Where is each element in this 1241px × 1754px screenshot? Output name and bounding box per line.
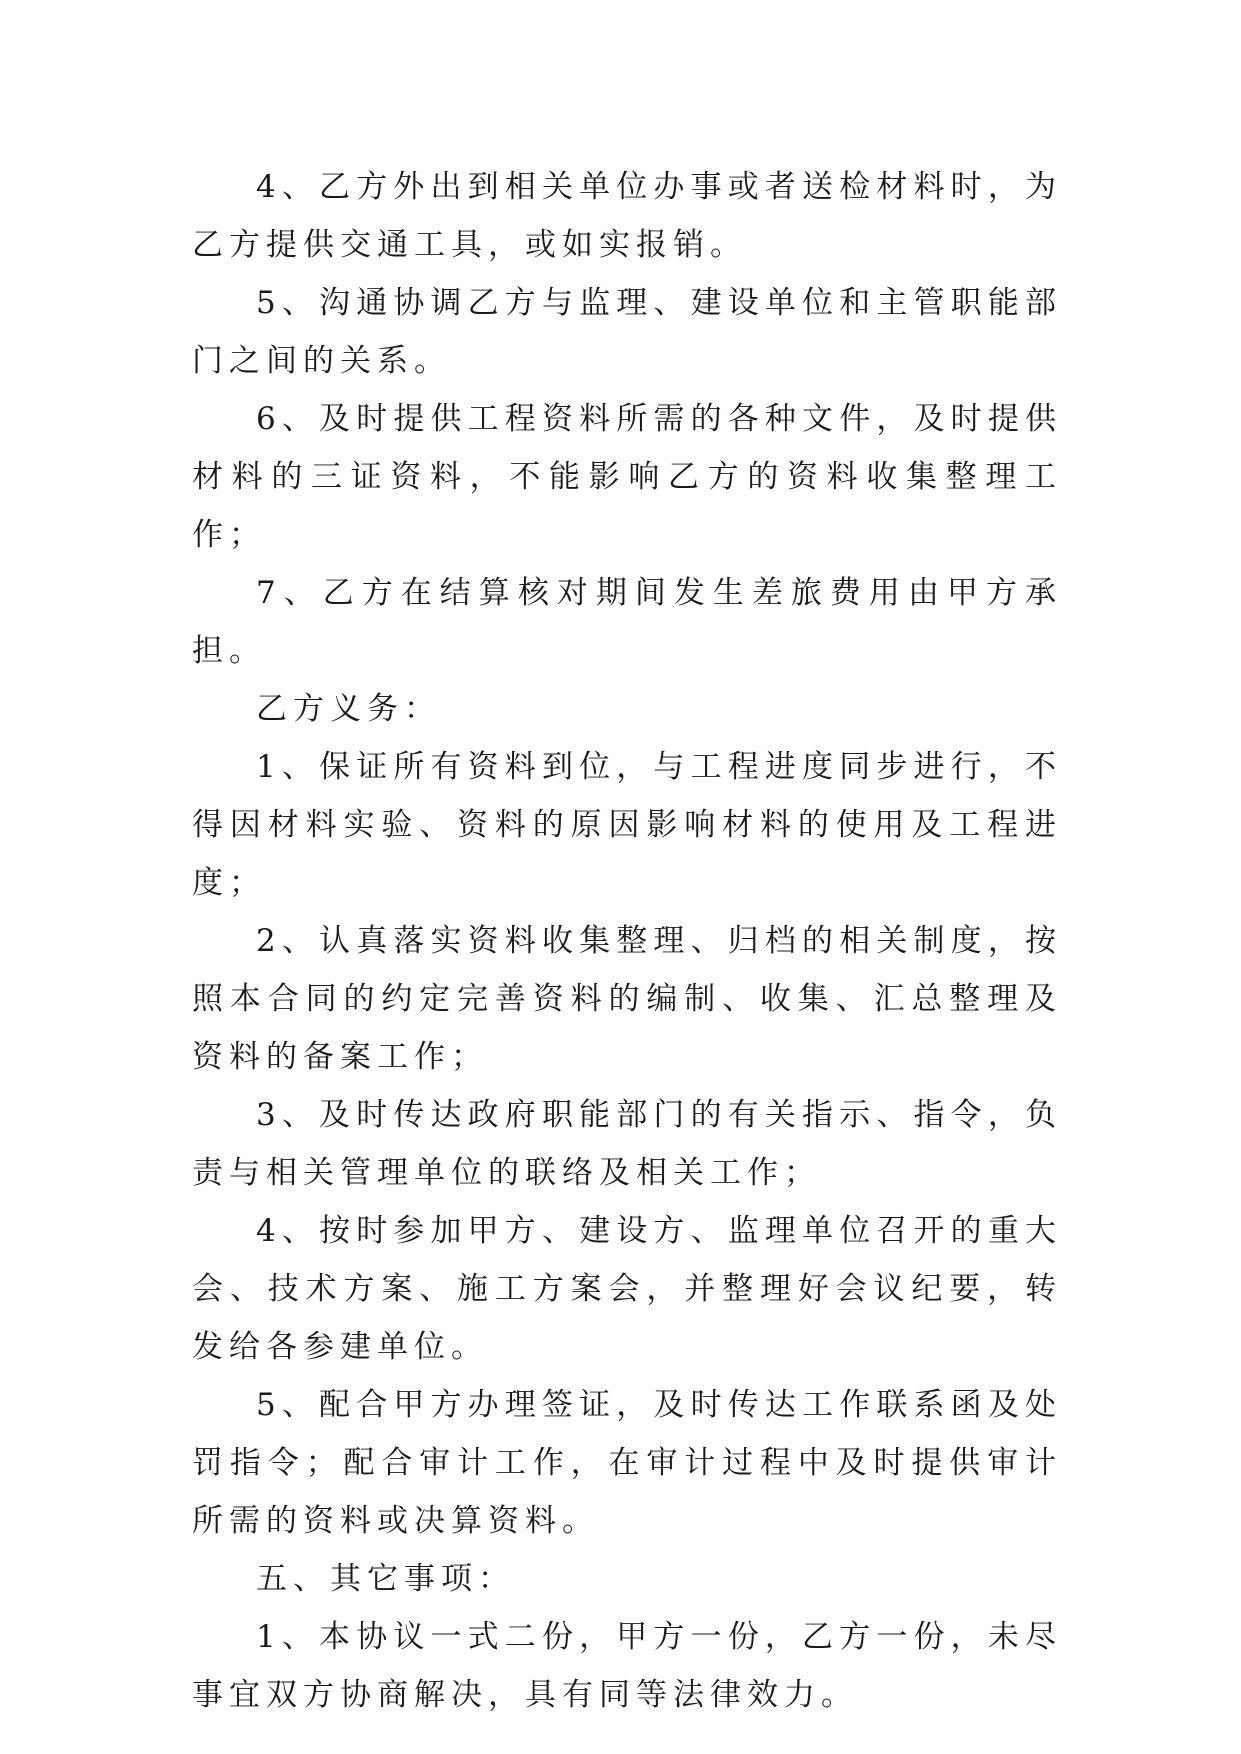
paragraph-party-a-item-7: 7、乙方在结算核对期间发生差旅费用由甲方承担。 xyxy=(192,575,1062,669)
paragraph-party-b-item-3: 3、及时传达政府职能部门的有关指示、指令，负责与相关管理单位的联络及相关工作； xyxy=(192,1097,1062,1191)
paragraph-other-matters-item-1: 1、本协议一式二份，甲方一份，乙方一份，未尽事宜双方协商解决，具有同等法律效力。 xyxy=(192,1619,1062,1713)
paragraph-party-b-item-4: 4、按时参加甲方、建设方、监理单位召开的重大会、技术方案、施工方案会，并整理好会议纪要，转发给各参建单位。 xyxy=(192,1213,1062,1365)
heading-party-b-obligations: 乙方义务： xyxy=(256,691,441,727)
paragraph-party-a-item-6: 6、及时提供工程资料所需的各种文件，及时提供材料的三证资料，不能影响乙方的资料收集整理工作； xyxy=(192,401,1062,553)
heading-other-matters: 五、其它事项： xyxy=(256,1561,515,1597)
paragraph-party-a-item-5: 5、沟通协调乙方与监理、建设单位和主管职能部门之间的关系。 xyxy=(192,285,1062,379)
document-body xyxy=(192,158,1062,1724)
paragraph-party-a-item-4: 4、乙方外出到相关单位办事或者送检材料时，为乙方提供交通工具，或如实报销。 xyxy=(192,169,1062,263)
paragraph-party-b-item-5: 5、配合甲方办理签证，及时传达工作联系函及处罚指令；配合审计工作，在审计过程中及时提供审计所需的资料或决算资料。 xyxy=(192,1387,1062,1539)
paragraph-party-b-item-2: 2、认真落实资料收集整理、归档的相关制度，按照本合同的约定完善资料的编制、收集、汇总整理及资料的备案工作； xyxy=(192,923,1062,1075)
paragraph-party-b-item-1: 1、保证所有资料到位，与工程进度同步进行，不得因材料实验、资料的原因影响材料的使用及工程进度； xyxy=(192,749,1062,901)
